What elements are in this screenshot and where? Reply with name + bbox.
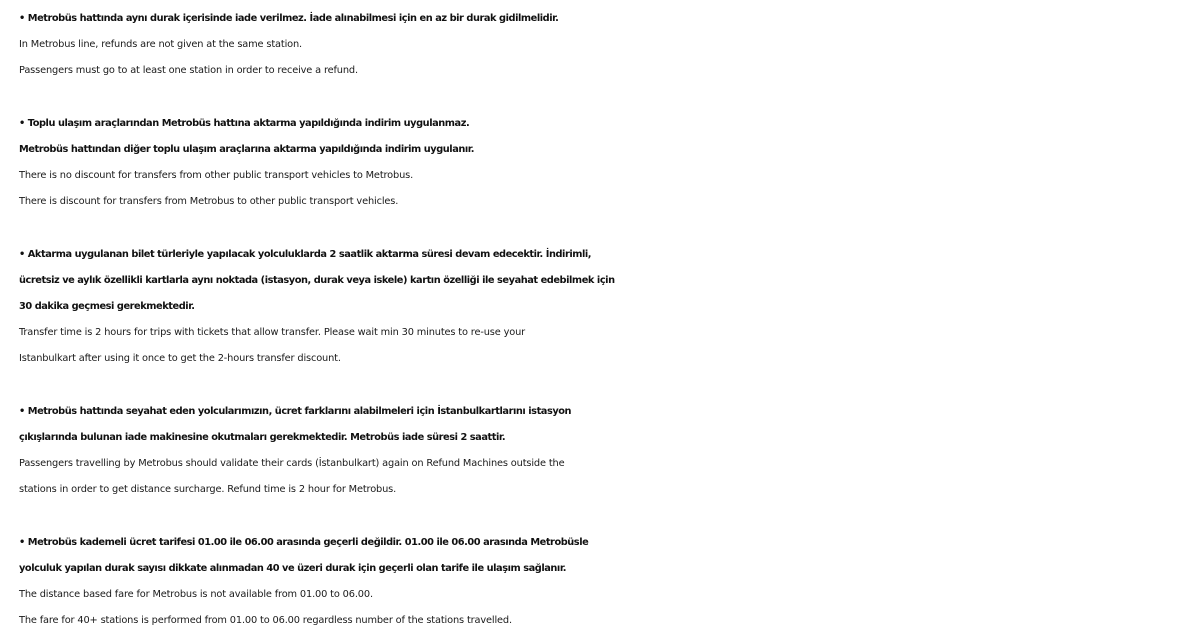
notice-turkish-line: • Metrobüs hattında aynı durak içerisinde iade verilmez. İade alınabilmesi için en az bir durak gidilmelidir. xyxy=(19,13,559,24)
notice-english-line: The fare for 40+ stations is performed from 01.00 to 06.00 regardless number of the stations travelled. xyxy=(19,615,512,626)
notice-turkish-line: • Toplu ulaşım araçlarından Metrobüs hattına aktarma yapıldığında indirim uygulanmaz. xyxy=(19,118,470,129)
notice-spacer xyxy=(19,372,1200,399)
notice-english-line: Passengers travelling by Metrobus should validate their cards (İstanbulkart) again on Refund Machines outside the xyxy=(19,458,565,469)
notice-english-line: There is no discount for transfers from other public transport vehicles to Metrobus. xyxy=(19,170,414,181)
notice-english-line: Istanbulkart after using it once to get the 2-hours transfer discount. xyxy=(19,353,341,364)
notice-english-line: There is discount for transfers from Metrobus to other public transport vehicles. xyxy=(19,196,399,207)
notice-turkish-line: ücretsiz ve aylık özellikli kartlarla aynı noktada (istasyon, durak veya iskele) kartın özelliği ile seyahat edebilmek için xyxy=(19,275,615,286)
notice-spacer xyxy=(19,84,1200,111)
notice-night-fare xyxy=(19,530,1200,634)
notice-english-line: The distance based fare for Metrobus is not available from 01.00 to 06.00. xyxy=(19,589,373,600)
notice-english-line: stations in order to get distance surcharge. Refund time is 2 hour for Metrobus. xyxy=(19,484,397,495)
notice-turkish-line: çıkışlarında bulunan iade makinesine okutmaları gerekmektedir. Metrobüs iade süresi 2 saattir. xyxy=(19,432,506,443)
notice-refund-machine xyxy=(19,399,1200,503)
notice-transfer-discount xyxy=(19,111,1200,215)
notice-turkish-line: • Aktarma uygulanan bilet türleriyle yapılacak yolculuklarda 2 saatlik aktarma süresi devam edecektir. İndirimli, xyxy=(19,249,592,260)
notice-transfer-time xyxy=(19,242,1200,372)
notice-english-line: Passengers must go to at least one station in order to receive a refund. xyxy=(19,65,358,76)
notice-same-station-refund xyxy=(19,6,1200,84)
notice-turkish-line: • Metrobüs hattında seyahat eden yolcularımızın, ücret farklarını alabilmeleri için İstanbulkartlarını istasyon xyxy=(19,406,572,417)
notice-spacer xyxy=(19,215,1200,242)
notice-turkish-line: 30 dakika geçmesi gerekmektedir. xyxy=(19,301,195,312)
notice-turkish-line: Metrobüs hattından diğer toplu ulaşım araçlarına aktarma yapıldığında indirim uygulanır. xyxy=(19,144,475,155)
notice-turkish-line: yolculuk yapılan durak sayısı dikkate alınmadan 40 ve üzeri durak için geçerli olan tarife ile ulaşım sağlanır. xyxy=(19,563,567,574)
notice-spacer xyxy=(19,503,1200,530)
notice-english-line: Transfer time is 2 hours for trips with tickets that allow transfer. Please wait min 30 minutes to re-use your xyxy=(19,327,526,338)
notice-turkish-line: • Metrobüs kademeli ücret tarifesi 01.00 ile 06.00 arasında geçerli değildir. 01.00 ile 06.00 arasında Metrobüsle xyxy=(19,537,589,548)
notice-english-line: In Metrobus line, refunds are not given at the same station. xyxy=(19,39,303,50)
